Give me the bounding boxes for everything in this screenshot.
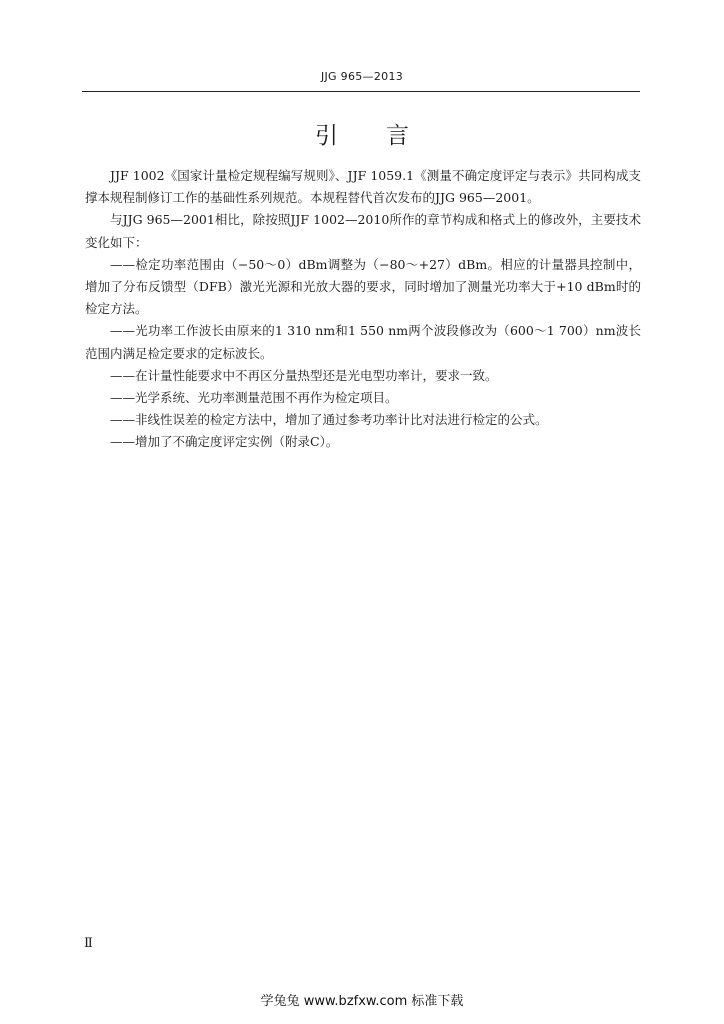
header-divider xyxy=(82,91,640,92)
footer-watermark-text: 学兔兔 www.bzfxw.com 标准下载 xyxy=(260,994,464,1009)
paragraph: ——光功率工作波长由原来的1 310 nm和1 550 nm两个波段修改为（600～1 700）nm波长范围内满足检定要求的定标波长。 xyxy=(85,323,641,361)
paragraph: ——在计量性能要求中不再区分量热型还是光电型功率计，要求一致。 xyxy=(110,367,498,383)
running-header: JJG 965—2013 xyxy=(320,70,404,83)
section-title: 引言 xyxy=(315,123,457,149)
paragraph: JJF 1002《国家计量检定规程编写规则》、JJF 1059.1《测量不确定度评定与表示》共同构成支撑本规程制修订工作的基础性系列规范。本规程替代首次发布的JJG 965—2001。 xyxy=(85,168,641,206)
body-text xyxy=(85,165,641,454)
paragraph: ——增加了不确定度评定实例（附录C）。 xyxy=(110,434,339,450)
paragraph: ——检定功率范围由（−50～0）dBm调整为（−80～+27）dBm。相应的计量器具控制中，增加了分布反馈型（DFB）激光光源和光放大器的要求，同时增加了测量光功率大于+10 dBm时的检定方法。 xyxy=(85,256,641,317)
paragraph: ——光学系统、光功率测量范围不再作为检定项目。 xyxy=(110,390,398,406)
paragraph: ——非线性误差的检定方法中，增加了通过参考功率计比对法进行检定的公式。 xyxy=(110,412,548,428)
page-number: Ⅱ xyxy=(84,935,93,950)
paragraph: 与JJG 965—2001相比，除按照JJF 1002—2010所作的章节构成和格式上的修改外，主要技术变化如下： xyxy=(85,212,641,250)
